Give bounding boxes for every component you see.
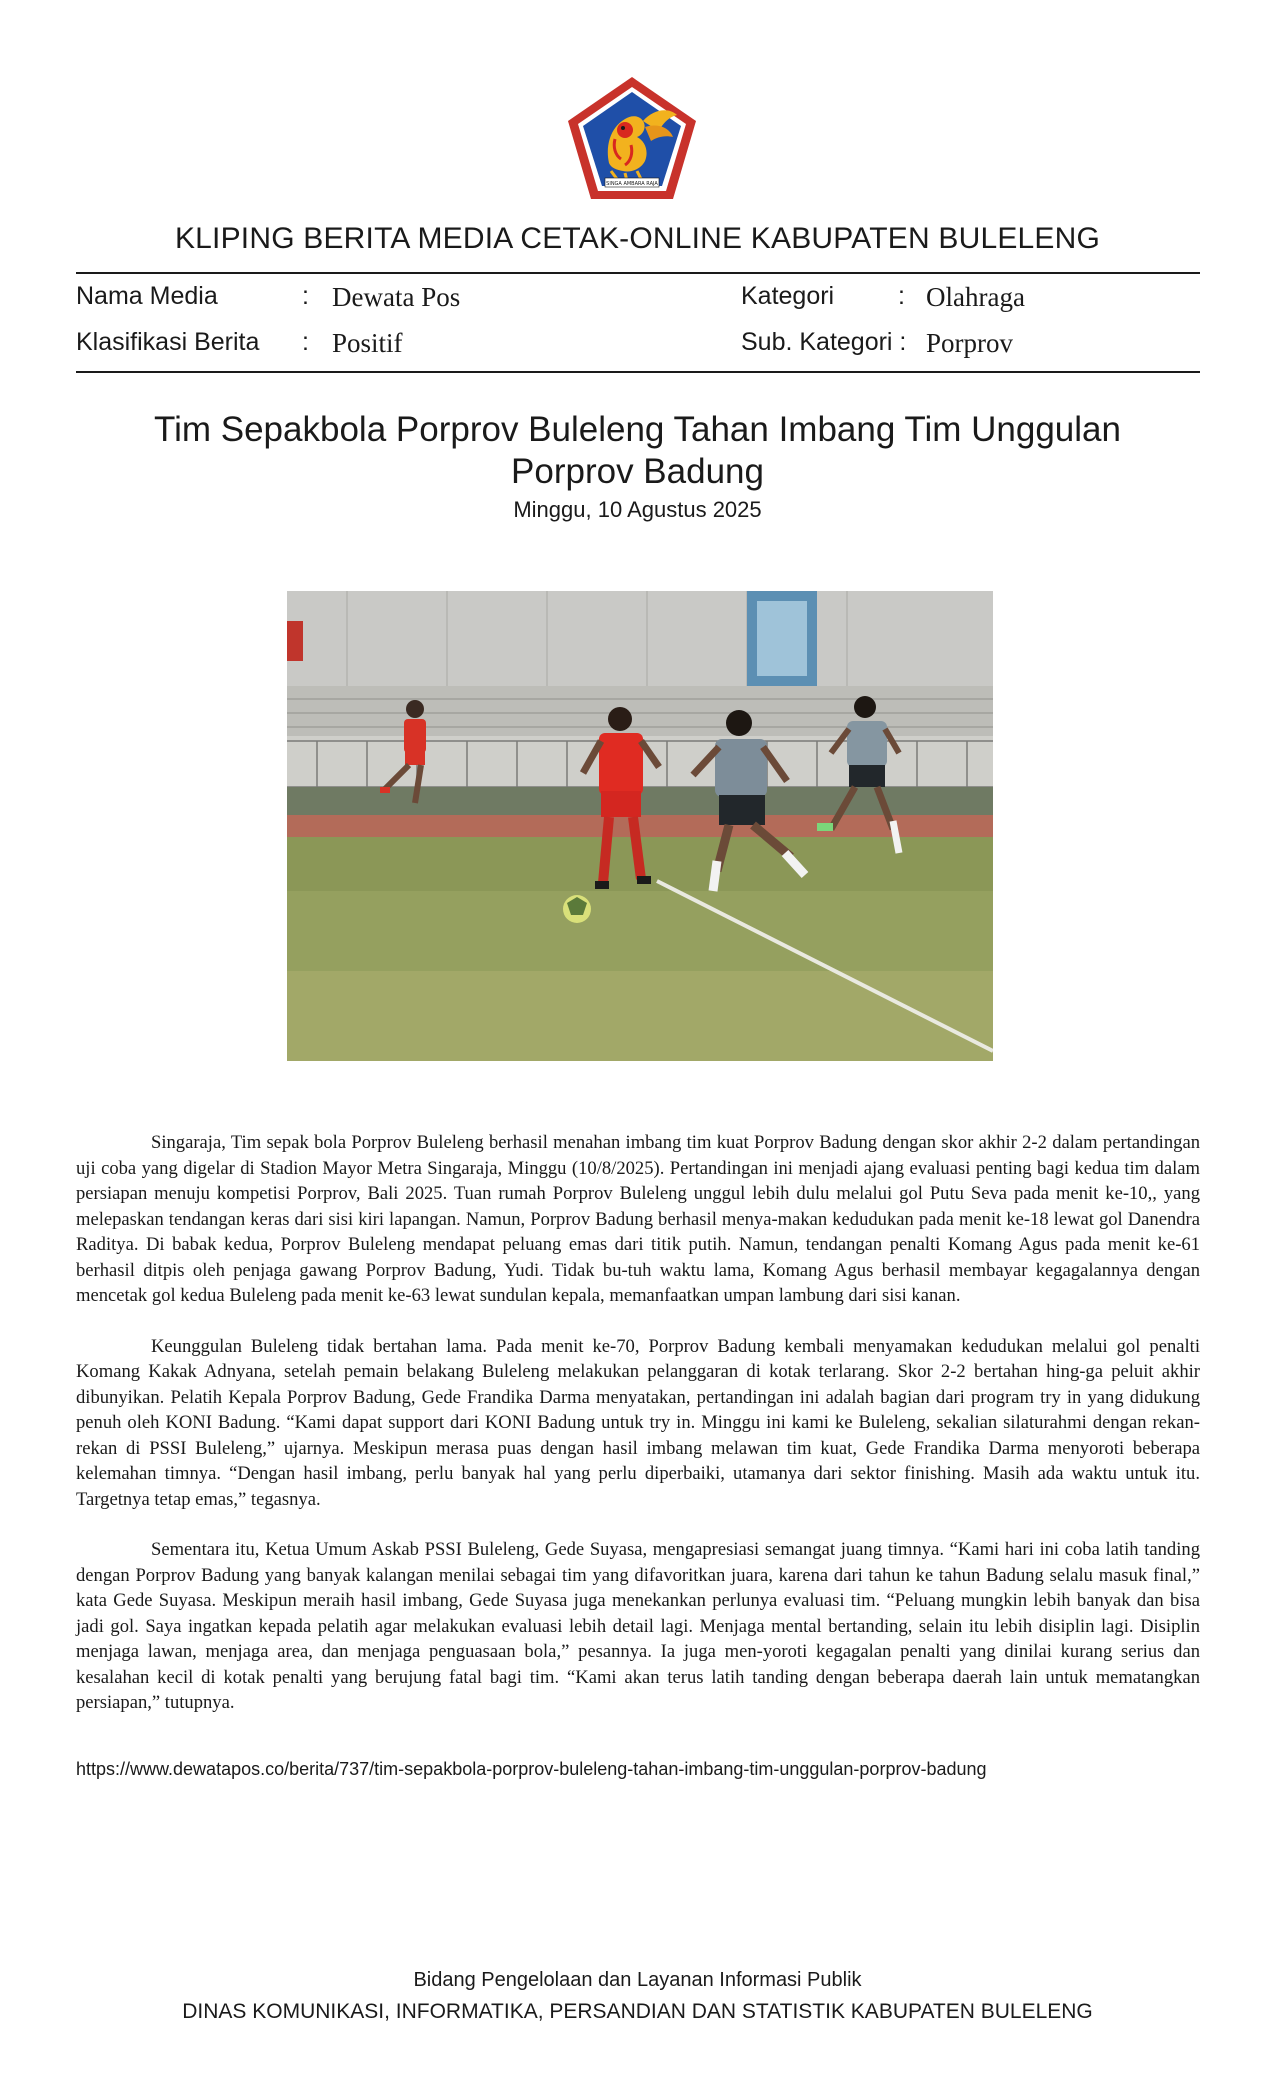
article-title-line-1: Tim Sepakbola Porprov Buleleng Tahan Imbang Tim Unggulan [154,410,1121,449]
buleleng-emblem-logo [565,75,699,203]
article-date: Minggu, 10 Agustus 2025 [513,497,762,522]
svg-text:SINGA AMBARA RAJA: SINGA AMBARA RAJA [606,181,658,187]
classification-colon: : [302,328,309,356]
football-ball-icon [563,895,591,923]
subcategory-value: Porprov [926,328,1013,358]
category-label: Kategori [741,282,835,310]
media-name-value: Dewata Pos [332,282,461,312]
footer-agency: DINAS KOMUNIKASI, INFORMATIKA, PERSANDIAN DAN STATISTIK KABUPATEN BULELENG [182,2000,1093,2023]
article-title [100,409,1175,493]
category-colon: : [898,282,905,310]
header-divider-bottom [76,371,1200,373]
article-title-line-2: Porprov Badung [511,452,764,491]
article-body [76,1130,1200,1741]
classification-value: Positif [332,328,403,358]
subcategory-label: Sub. Kategori : [741,328,907,356]
media-name-colon: : [302,282,309,310]
article-paragraph-2: Keunggulan Buleleng tidak bertahan lama. Pada menit ke-70, Porprov Badung kembali menyamakan kedudukan melalui gol penalti Komang Kakak Adnyana, setelah pemain belakang Buleleng melakukan pelanggaran di kotak terlarang. Skor 2-2 bertahan hing-ga peluit akhir dibunyikan. Pelatih Kepala Porprov Badung, Gede Frandika Darma menyatakan, pertandingan ini adalah bagian dari program try in yang didukung penuh oleh KONI Badung. “Kami dapat support dari KONI Badung untuk try in. Minggu ini kami ke Buleleng, sekalian silaturahmi dengan rekan-rekan di PSSI Buleleng,” ujarnya. Meskipun merasa puas dengan hasil imbang melawan tim kuat, Gede Frandika Darma menyoroti beberapa kelemahan timnya. “Dengan hasil imbang, perlu banyak hal yang perlu diperbaiki, utamanya dari sektor finishing. Masih ada waktu untuk itu. Targetnya tetap emas,” tegasnya. [76,1335,1200,1510]
header-divider-top [76,272,1200,274]
source-link[interactable]: https://www.dewatapos.co/berita/737/tim-sepakbola-porprov-buleleng-tahan-imbang-tim-unggulan-porprov-badung [76,1759,987,1779]
article-paragraph-1: Singaraja, Tim sepak bola Porprov Buleleng berhasil menahan imbang tim kuat Porprov Badung dengan skor akhir 2-2 dalam pertandingan uji coba yang digelar di Stadion Mayor Metra Singaraja, Minggu (10/8/2025). Pertandingan ini menjadi ajang evaluasi penting bagi kedua tim dalam persiapan menuju kompetisi Porprov, Bali 2025. Tuan rumah Porprov Buleleng unggul lebih dulu melalui gol Putu Seva pada menit ke-10,, yang melepaskan tendangan keras dari sisi kiri lapangan. Namun, Porprov Badung berhasil menya-makan kedudukan pada menit ke-18 lewat gol Danendra Raditya. Di babak kedua, Porprov Buleleng mendapat peluang emas dari titik putih. Namun, tendangan penalti Komang Agus pada menit ke-61 berhasil ditpis oleh penjaga gawang Porprov Badung, Yudi. Tidak bu-tuh waktu lama, Komang Agus berhasil membayar kegagalannya dengan mencetak gol kedua Buleleng pada menit ke-63 lewat sundulan kepala, memanfaatkan umpan lambung dari sisi kanan. [76,1132,1200,1306]
football-match-photo [287,591,993,1061]
footer-department: Bidang Pengelolaan dan Layanan Informasi Publik [413,1969,862,1991]
clipping-header-title: KLIPING BERITA MEDIA CETAK-ONLINE KABUPATEN BULELENG [174,222,1101,255]
media-name-label: Nama Media [76,282,218,310]
classification-label: Klasifikasi Berita [76,328,260,356]
category-value: Olahraga [926,282,1025,312]
article-paragraph-3: Sementara itu, Ketua Umum Askab PSSI Buleleng, Gede Suyasa, mengapresiasi semangat juang timnya. “Kami hari ini coba latih tanding dengan Porprov Badung yang banyak kalangan menilai sebagai tim yang difavoritkan juara, karena dari tahun ke tahun Badung selalu masuk final,” kata Gede Suyasa. Meskipun meraih hasil imbang, Gede Suyasa juga menekankan perlunya evaluasi tim. “Peluang mungkin lebih banyak dan bisa jadi gol. Saya ingatkan kepada pelatih agar melakukan evaluasi lebih detail lagi. Menjaga mental bertanding, selain itu lebih disiplin lagi. Disiplin menjaga lawan, menjaga area, dan menjaga penguasaan bola,” pesannya. Ia juga men-yoroti kegagalan penalti yang dinilai kurang serius dan kesalahan kecil di kotak penalti yang berujung fatal bagi tim. “Kami akan terus latih tanding dengan beberapa daerah lain untuk mematangkan persiapan,” tutupnya. [76,1539,1200,1713]
